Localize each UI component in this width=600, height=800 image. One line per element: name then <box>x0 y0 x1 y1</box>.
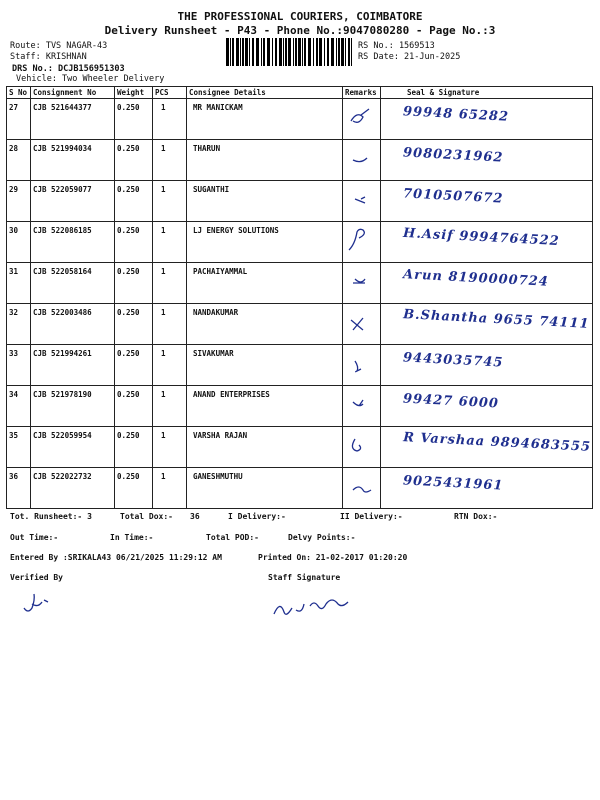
pcs-cell: 1 <box>153 222 187 263</box>
consignment-cell: CJB 522058164 <box>31 263 115 304</box>
handwritten-signature: 9025431961 <box>402 473 504 494</box>
handwritten-signature: 7010507672 <box>402 186 504 207</box>
consignment-cell: CJB 522003486 <box>31 304 115 345</box>
staff: Staff: KRISHNAN <box>10 52 87 62</box>
remarks-cell <box>343 304 381 345</box>
remarks-cell <box>343 427 381 468</box>
printed-on: Printed On: 21-02-2017 01:20:20 <box>258 553 408 562</box>
table-row <box>7 99 593 140</box>
remarks-cell <box>343 181 381 222</box>
sno-cell: 33 <box>7 345 31 386</box>
signature-cell <box>381 304 593 345</box>
pcs-cell: 1 <box>153 99 187 140</box>
sno-cell: 27 <box>7 99 31 140</box>
rs-date: RS Date: 21-Jun-2025 <box>358 52 461 62</box>
consignment-cell: CJB 521994034 <box>31 140 115 181</box>
sno-cell: 36 <box>7 468 31 509</box>
total-dox-label: Total Dox:- <box>120 512 173 521</box>
barcode <box>226 38 352 66</box>
consignee-cell: LJ ENERGY SOLUTIONS <box>187 222 343 263</box>
weight-cell: 0.250 <box>115 140 153 181</box>
sno-cell: 32 <box>7 304 31 345</box>
pcs-cell: 1 <box>153 304 187 345</box>
staff-signature-label: Staff Signature <box>268 573 341 582</box>
weight-cell: 0.250 <box>115 181 153 222</box>
sno-cell: 35 <box>7 427 31 468</box>
total-pod: Total POD:- <box>206 533 259 542</box>
consignee-cell: ANAND ENTERPRISES <box>187 386 343 427</box>
drs-number: DRS No.: DCJB156951303 <box>12 64 125 74</box>
table-header-row <box>7 87 593 99</box>
remark-mark <box>343 181 381 221</box>
table-row <box>7 427 593 468</box>
consignment-cell: CJB 521644377 <box>31 99 115 140</box>
pcs-cell: 1 <box>153 263 187 304</box>
col-consignee: Consignee Details <box>187 87 343 99</box>
verifier-signature <box>20 590 60 620</box>
signature-cell <box>381 386 593 427</box>
remark-mark <box>343 222 381 262</box>
col-signature: Seal & Signature <box>381 87 593 99</box>
handwritten-signature: 9443035745 <box>402 350 504 371</box>
consignee-cell: THARUN <box>187 140 343 181</box>
consignment-cell: CJB 522059077 <box>31 181 115 222</box>
remarks-cell <box>343 99 381 140</box>
handwritten-signature: B.Shantha 9655 74111 <box>402 307 590 332</box>
signature-cell <box>381 181 593 222</box>
remarks-cell <box>343 263 381 304</box>
consignee-cell: SUGANTHI <box>187 181 343 222</box>
verified-by: Verified By <box>10 573 63 582</box>
entered-by: Entered By :SRIKALA43 06/21/2025 11:29:12 AM <box>10 553 222 562</box>
runsheet-subtitle: Delivery Runsheet - P43 - Phone No.:9047080280 - Page No.:3 <box>104 24 496 37</box>
col-sno: S No <box>7 87 31 99</box>
handwritten-signature: 9080231962 <box>402 145 504 166</box>
sno-cell: 28 <box>7 140 31 181</box>
company-name: THE PROFESSIONAL COURIERS, COIMBATORE <box>177 10 423 23</box>
signature-cell <box>381 222 593 263</box>
vehicle: Vehicle: Two Wheeler Delivery <box>16 74 165 84</box>
weight-cell: 0.250 <box>115 427 153 468</box>
sno-cell: 34 <box>7 386 31 427</box>
weight-cell: 0.250 <box>115 263 153 304</box>
staff-signature <box>270 592 360 622</box>
table-row <box>7 140 593 181</box>
pcs-cell: 1 <box>153 427 187 468</box>
pcs-cell: 1 <box>153 386 187 427</box>
weight-cell: 0.250 <box>115 99 153 140</box>
col-consignment: Consignment No <box>31 87 115 99</box>
out-time: Out Time:- <box>10 533 59 542</box>
consignment-cell: CJB 522059954 <box>31 427 115 468</box>
handwritten-signature: R Varshaa 9894683555 <box>402 430 592 455</box>
table-row <box>7 304 593 345</box>
in-time: In Time:- <box>110 533 154 542</box>
handwritten-signature: Arun 8190000724 <box>402 267 550 290</box>
table-row <box>7 345 593 386</box>
sno-cell: 30 <box>7 222 31 263</box>
remarks-cell <box>343 345 381 386</box>
ii-delivery: II Delivery:- <box>340 512 403 521</box>
table-row <box>7 386 593 427</box>
weight-cell: 0.250 <box>115 222 153 263</box>
total-runsheet: Tot. Runsheet:- 3 <box>10 512 92 521</box>
route: Route: TVS NAGAR-43 <box>10 41 108 51</box>
remark-mark <box>343 345 381 385</box>
handwritten-signature: H.Asif 9994764522 <box>402 225 561 250</box>
consignment-cell: CJB 522086185 <box>31 222 115 263</box>
weight-cell: 0.250 <box>115 386 153 427</box>
remark-mark <box>343 468 381 508</box>
weight-cell: 0.250 <box>115 345 153 386</box>
consignment-cell: CJB 522022732 <box>31 468 115 509</box>
remarks-cell <box>343 222 381 263</box>
table-row <box>7 181 593 222</box>
consignee-cell: SIVAKUMAR <box>187 345 343 386</box>
remark-mark <box>343 427 381 467</box>
handwritten-signature: 99948 65282 <box>402 104 510 125</box>
remark-mark <box>343 304 381 344</box>
remarks-cell <box>343 468 381 509</box>
pcs-cell: 1 <box>153 140 187 181</box>
remark-mark <box>343 386 381 426</box>
signature-cell <box>381 468 593 509</box>
runsheet-table <box>6 86 593 509</box>
handwritten-signature: 99427 6000 <box>402 391 500 412</box>
weight-cell: 0.250 <box>115 468 153 509</box>
table-row <box>7 468 593 509</box>
remarks-cell <box>343 140 381 181</box>
signature-cell <box>381 263 593 304</box>
consignee-cell: PACHAIYAMMAL <box>187 263 343 304</box>
signature-cell <box>381 99 593 140</box>
pcs-cell: 1 <box>153 181 187 222</box>
i-delivery: I Delivery:- <box>228 512 286 521</box>
table-row <box>7 222 593 263</box>
col-weight: Weight <box>115 87 153 99</box>
table-row <box>7 263 593 304</box>
pcs-cell: 1 <box>153 345 187 386</box>
signature-cell <box>381 345 593 386</box>
total-dox-value: 36 <box>190 512 200 521</box>
consignment-cell: CJB 521978190 <box>31 386 115 427</box>
pcs-cell: 1 <box>153 468 187 509</box>
consignee-cell: GANESHMUTHU <box>187 468 343 509</box>
rs-number: RS No.: 1569513 <box>358 41 435 51</box>
signature-cell <box>381 140 593 181</box>
col-remarks: Remarks <box>343 87 381 99</box>
sno-cell: 29 <box>7 181 31 222</box>
consignee-cell: MR MANICKAM <box>187 99 343 140</box>
remark-mark <box>343 99 381 139</box>
consignee-cell: VARSHA RAJAN <box>187 427 343 468</box>
sno-cell: 31 <box>7 263 31 304</box>
col-pcs: PCS <box>153 87 187 99</box>
consignee-cell: NANDAKUMAR <box>187 304 343 345</box>
remark-mark <box>343 263 381 303</box>
signature-cell <box>381 427 593 468</box>
remarks-cell <box>343 386 381 427</box>
weight-cell: 0.250 <box>115 304 153 345</box>
delvy-points: Delvy Points:- <box>288 533 356 542</box>
rtn-dox: RTN Dox:- <box>454 512 498 521</box>
remark-mark <box>343 140 381 180</box>
consignment-cell: CJB 521994261 <box>31 345 115 386</box>
